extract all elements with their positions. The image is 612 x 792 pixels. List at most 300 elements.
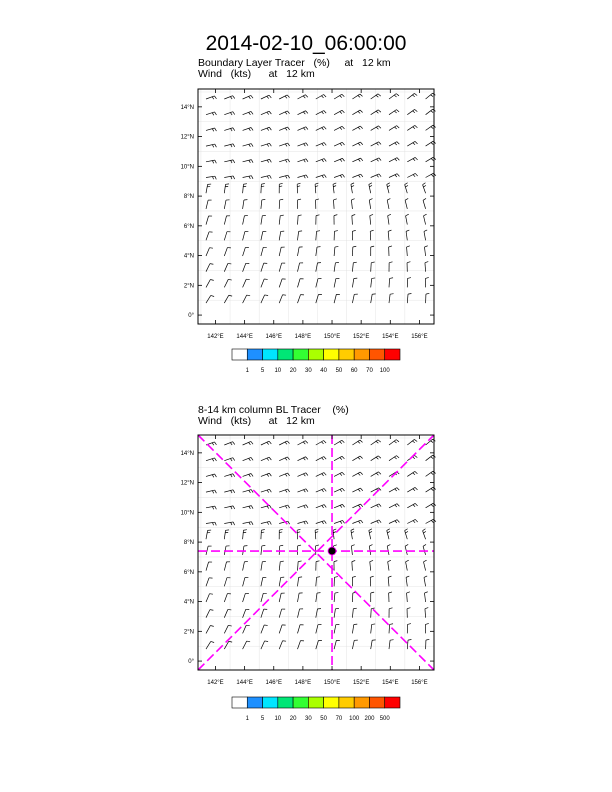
wind-barb: [334, 231, 337, 232]
wind-barb: [351, 199, 354, 200]
wind-barb: [342, 158, 344, 161]
wind-barb: [270, 505, 272, 508]
wind-barb: [342, 504, 344, 507]
wind-barb: [412, 441, 414, 443]
wind-barb: [322, 490, 324, 492]
wind-barb: [352, 562, 353, 571]
lon-tick-label: 144°E: [236, 680, 253, 686]
wind-barb: [342, 126, 344, 129]
wind-barb: [369, 185, 372, 186]
wind-barb: [407, 294, 408, 303]
wind-barb: [231, 128, 233, 131]
wind-barb: [303, 96, 305, 98]
wind-barb: [298, 561, 301, 562]
wind-barb: [388, 230, 391, 231]
wind-barb: [316, 593, 317, 602]
wind-barb: [372, 278, 375, 279]
wind-barb: [298, 247, 300, 256]
wind-barb: [243, 200, 244, 209]
wind-barb: [405, 183, 408, 185]
wind-barb: [304, 490, 306, 492]
wind-barb: [426, 293, 429, 294]
wind-barb: [246, 625, 249, 626]
wind-barb: [389, 592, 392, 593]
wind-barb: [324, 175, 326, 178]
wind-barb: [361, 174, 363, 177]
wind-barb: [285, 96, 287, 98]
wind-barb: [229, 641, 232, 642]
wind-barb: [261, 232, 263, 241]
wind-barb: [212, 491, 213, 494]
wind-barb: [249, 506, 250, 509]
wind-barb: [340, 159, 342, 161]
lon-tick-label: 148°E: [294, 334, 312, 340]
wind-barb: [324, 441, 326, 443]
wind-barb: [224, 176, 233, 178]
wind-barb: [304, 176, 306, 179]
wind-barb: [224, 184, 225, 193]
wind-barb: [298, 577, 299, 586]
wind-barb: [230, 459, 232, 461]
wind-barb: [397, 126, 400, 128]
panel2-title-line2: Wind (kts) at 12 km: [198, 415, 315, 427]
wind-barb: [360, 126, 362, 129]
wind-barb: [424, 247, 425, 256]
wind-barb: [224, 279, 228, 287]
wind-barb: [360, 472, 362, 475]
wind-barb: [261, 578, 263, 587]
wind-barb: [424, 231, 426, 240]
wind-barb: [249, 474, 251, 476]
wind-barb: [251, 457, 253, 460]
wind-barb: [424, 576, 427, 577]
wind-barb: [408, 624, 411, 625]
wind-barb: [406, 214, 409, 216]
wind-barb: [377, 505, 379, 507]
wind-barb: [243, 641, 247, 649]
wind-barb: [369, 184, 371, 193]
wind-barb: [408, 639, 411, 640]
colorbar-swatch: [324, 349, 339, 360]
wind-barb: [343, 520, 345, 523]
wind-barb: [233, 144, 235, 147]
wind-barb: [306, 159, 308, 162]
lat-tick-label: 4°N: [183, 599, 194, 606]
wind-barb: [389, 608, 392, 609]
wind-barb: [303, 442, 305, 444]
wind-barb: [215, 160, 217, 163]
wind-barb: [361, 158, 363, 161]
wind-barb: [426, 639, 429, 640]
wind-barb: [334, 561, 337, 562]
wind-barb: [267, 144, 269, 147]
wind-barb: [387, 531, 390, 532]
wind-barb: [243, 216, 245, 225]
colorbar-label: 40: [320, 368, 327, 374]
wind-barb: [230, 113, 232, 115]
wind-barb: [389, 294, 390, 303]
wind-barb: [415, 141, 418, 143]
wind-barb: [395, 127, 397, 129]
wind-barb: [387, 183, 390, 185]
wind-barb: [279, 279, 282, 288]
wind-barb: [333, 529, 336, 530]
wind-barb: [306, 175, 308, 178]
wind-barb: [397, 520, 399, 523]
wind-barb: [360, 110, 363, 112]
wind-barb: [351, 184, 352, 193]
wind-barb: [360, 440, 363, 442]
wind-barb: [224, 160, 233, 162]
lat-tick-label: 12°N: [180, 480, 194, 487]
wind-barb: [351, 530, 352, 539]
wind-barb: [407, 608, 410, 609]
wind-barb: [424, 562, 426, 571]
wind-barb: [351, 545, 354, 546]
wind-barb: [406, 560, 409, 562]
wind-barb: [206, 641, 211, 649]
wind-barb: [397, 488, 399, 490]
wind-barb: [333, 200, 334, 209]
wind-barb: [426, 109, 433, 115]
wind-barb: [261, 216, 262, 225]
wind-barb: [303, 474, 305, 476]
wind-barb: [407, 262, 410, 263]
wind-barb: [397, 158, 399, 161]
wind-barb: [370, 216, 371, 225]
colorbar-label: 30: [305, 368, 312, 374]
wind-barb: [279, 641, 282, 649]
wind-barb: [352, 561, 355, 562]
wind-barb: [212, 443, 214, 445]
wind-barb: [407, 247, 408, 256]
wind-barb: [333, 545, 336, 546]
wind-barb: [247, 641, 250, 642]
wind-barb: [413, 457, 415, 459]
lon-tick-label: 146°E: [265, 680, 282, 686]
wind-barb: [315, 186, 318, 187]
wind-barb: [397, 174, 399, 177]
wind-barb: [389, 278, 390, 287]
wind-barb: [261, 200, 262, 209]
panel2-title-line1: 8-14 km column BL Tracer (%): [198, 404, 349, 416]
wind-barb: [251, 95, 253, 98]
wind-barb: [215, 474, 217, 477]
wind-barb: [212, 161, 213, 164]
wind-barb: [298, 545, 301, 546]
colorbar-label: 1: [245, 716, 249, 722]
wind-barb: [376, 441, 378, 443]
colorbar-label: 5: [260, 368, 265, 374]
colorbar-swatch: [232, 349, 247, 360]
wind-barb: [333, 184, 334, 193]
wind-barb: [215, 112, 217, 115]
wind-barb: [224, 295, 228, 303]
colorbar-label: 100: [379, 368, 390, 374]
wind-barb: [377, 521, 379, 523]
wind-barb: [423, 544, 426, 546]
wind-barb: [378, 126, 380, 128]
wind-barb: [306, 473, 308, 476]
wind-barb: [243, 232, 245, 241]
wind-barb: [243, 593, 246, 602]
wind-barb: [231, 506, 232, 509]
wind-barb: [340, 458, 342, 460]
wind-barb: [303, 128, 305, 130]
wind-barb: [324, 457, 326, 460]
wind-barb: [304, 522, 306, 525]
wind-barb: [426, 93, 433, 99]
wind-barb: [351, 532, 354, 533]
wind-barb: [285, 442, 287, 444]
wind-barb: [233, 128, 235, 131]
wind-barb: [265, 641, 268, 642]
wind-barb: [340, 489, 342, 491]
wind-barb: [215, 490, 217, 493]
wind-barb: [206, 490, 215, 492]
wind-barb: [324, 159, 326, 162]
wind-barb: [233, 458, 235, 461]
wind-barb: [285, 128, 287, 130]
wind-barb: [251, 176, 253, 179]
wind-barb: [351, 529, 354, 530]
wind-barb: [413, 143, 415, 145]
wind-barb: [243, 506, 252, 508]
wind-barb: [406, 562, 408, 571]
wind-barb: [231, 490, 232, 493]
wind-barb: [206, 506, 215, 508]
wind-barb: [342, 110, 344, 113]
wind-barb: [233, 442, 235, 445]
wind-barb: [415, 125, 418, 127]
wind-barb: [424, 230, 427, 231]
wind-barb: [425, 623, 428, 624]
wind-barb: [267, 522, 268, 525]
wind-barb: [206, 200, 208, 209]
wind-barb: [371, 608, 374, 609]
wind-barb: [387, 200, 389, 209]
wind-barb: [358, 473, 360, 475]
wind-barb: [206, 216, 209, 225]
lon-tick-label: 152°E: [352, 680, 370, 686]
wind-barb: [405, 544, 408, 546]
lon-tick-label: 150°E: [323, 334, 341, 340]
wind-barb: [267, 176, 268, 179]
wind-barb: [267, 442, 269, 444]
wind-barb: [322, 175, 324, 178]
wind-barb: [322, 474, 324, 476]
wind-barb: [387, 199, 390, 201]
wind-barb: [317, 231, 320, 232]
wind-barb: [424, 592, 427, 593]
wind-barb: [387, 545, 390, 547]
wind-barb: [233, 160, 235, 163]
wind-barb: [279, 247, 281, 256]
wind-barb: [233, 112, 235, 115]
wind-barb: [212, 523, 213, 526]
wind-barb: [413, 175, 415, 177]
wind-barb: [413, 159, 415, 161]
wind-barb: [335, 592, 338, 593]
wind-barb: [261, 641, 265, 649]
wind-barb: [371, 640, 372, 649]
wind-barb: [224, 594, 227, 602]
wind-barb: [431, 457, 433, 459]
wind-barb: [378, 472, 380, 474]
lat-tick-label: 8°N: [183, 194, 194, 201]
colorbar-label: 50: [320, 716, 327, 722]
wind-barb: [406, 577, 407, 586]
wind-barb: [431, 473, 433, 475]
wind-barb: [333, 183, 336, 184]
wind-barb: [224, 216, 226, 225]
lon-tick-label: 144°E: [236, 334, 253, 340]
wind-barb: [267, 160, 269, 163]
wind-barb: [358, 505, 360, 507]
wind-barb: [249, 160, 250, 163]
wind-barb: [270, 159, 272, 162]
wind-barb: [334, 593, 335, 602]
wind-barb: [324, 111, 326, 114]
wind-barb: [407, 246, 410, 247]
wind-barb: [423, 183, 426, 185]
wind-barb: [352, 216, 353, 225]
wind-barb: [395, 175, 397, 177]
wind-barb: [340, 442, 342, 444]
wind-barb: [228, 279, 231, 280]
wind-barb: [285, 176, 287, 179]
wind-barb: [389, 94, 396, 99]
lon-tick-label: 154°E: [382, 334, 399, 340]
wind-barb: [285, 490, 287, 492]
wind-barb: [340, 473, 342, 475]
wind-barb: [224, 506, 233, 508]
wind-barb: [340, 127, 342, 129]
wind-barb: [415, 487, 418, 489]
wind-barb: [224, 200, 226, 209]
wind-barb: [224, 562, 226, 571]
wind-barb: [413, 111, 415, 113]
wind-barb: [231, 144, 232, 147]
wind-barb: [249, 128, 251, 130]
wind-barb: [243, 184, 244, 193]
wind-barb: [315, 529, 318, 530]
wind-barb: [358, 521, 360, 523]
wind-barb: [353, 608, 356, 609]
wind-barb: [334, 577, 337, 578]
wind-barb: [371, 246, 374, 247]
colorbar-swatch: [339, 697, 354, 708]
wind-barb: [206, 144, 215, 146]
wind-barb: [369, 200, 370, 209]
wind-barb: [423, 185, 425, 187]
wind-barb: [206, 594, 209, 602]
wind-barb: [288, 505, 290, 508]
wind-barb: [370, 214, 373, 215]
wind-barb: [424, 560, 427, 562]
wind-barb: [298, 562, 299, 571]
wind-barb: [279, 593, 281, 602]
wind-barb: [210, 626, 213, 627]
colorbar-swatch: [232, 697, 247, 708]
lon-tick-label: 146°E: [265, 334, 282, 340]
wind-barb: [212, 97, 214, 99]
wind-barb: [388, 562, 389, 571]
wind-barb: [215, 144, 217, 147]
wind-barb: [371, 262, 374, 263]
wind-barb: [243, 625, 247, 633]
wind-barb: [334, 625, 336, 634]
wind-barb: [378, 110, 381, 112]
wind-barb: [352, 625, 353, 634]
wind-barb: [279, 200, 280, 209]
wind-barb: [351, 546, 352, 555]
wind-barb: [316, 294, 319, 303]
wind-barb: [340, 505, 342, 507]
wind-barb: [267, 490, 269, 493]
wind-barb: [335, 246, 338, 247]
wind-barb: [267, 96, 269, 98]
wind-barb: [424, 577, 426, 586]
wind-barb: [316, 545, 319, 546]
wind-barb: [394, 95, 396, 97]
wind-barb: [261, 521, 270, 523]
wind-barb: [388, 216, 389, 225]
wind-barb: [269, 457, 271, 460]
wind-barb: [334, 279, 336, 288]
wind-barb: [224, 232, 227, 241]
wind-barb: [408, 278, 411, 279]
wind-barb: [369, 531, 372, 532]
wind-barb: [269, 441, 271, 444]
wind-barb: [243, 578, 245, 587]
colorbar-swatch: [354, 349, 369, 360]
wind-barb: [212, 145, 213, 148]
lon-tick-label: 152°E: [352, 334, 370, 340]
wind-barb: [206, 562, 209, 571]
wind-barb: [407, 593, 408, 602]
wind-barb: [371, 624, 372, 633]
wind-barb: [389, 440, 396, 445]
colorbar-swatch: [385, 349, 400, 360]
wind-barb: [376, 95, 378, 97]
lat-tick-label: 8°N: [183, 540, 194, 547]
wind-barb: [212, 129, 214, 132]
wind-barb: [395, 505, 397, 507]
wind-barb: [224, 248, 227, 256]
wind-barb: [324, 521, 326, 524]
colorbar-label: 200: [364, 716, 375, 722]
wind-barb: [261, 186, 264, 187]
lat-tick-label: 12°N: [180, 134, 194, 141]
wind-barb: [342, 488, 344, 491]
lat-tick-label: 10°N: [180, 164, 194, 171]
wind-barb: [210, 264, 213, 265]
colorbar-swatch: [278, 697, 293, 708]
wind-barb: [379, 142, 381, 145]
wind-barb: [297, 532, 300, 533]
wind-barb: [395, 159, 397, 161]
wind-barb: [285, 112, 287, 114]
wind-barb: [249, 144, 251, 147]
colorbar-label: 10: [274, 368, 282, 374]
wind-barb: [231, 176, 232, 179]
wind-barb: [280, 561, 283, 562]
wind-barb: [322, 112, 324, 114]
wind-barb: [415, 455, 418, 457]
wind-barb: [206, 160, 215, 162]
lat-tick-label: 14°N: [180, 104, 194, 111]
